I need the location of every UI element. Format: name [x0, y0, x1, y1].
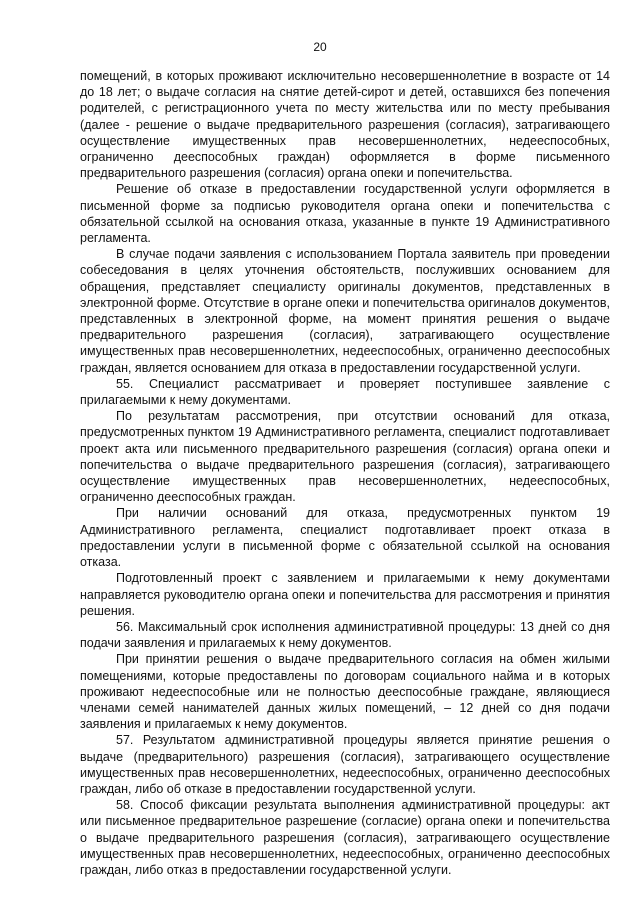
document-body	[80, 68, 610, 878]
page-number: 20	[313, 40, 327, 54]
paragraph-exchange-consent: При принятии решения о выдаче предварительного согласия на обмен жилыми помещениями, которые предоставлены по договорам социального найма и в которых проживают недееспособные или не полностью дееспособные граждане, являющиеся членами семей нанимателей данных жилых помещений, – 12 дней со дня подачи заявления и прилагаемых к нему документов.	[80, 652, 610, 732]
paragraph-item-58: 58. Способ фиксации результата выполнения административной процедуры: акт или письменное предварительное разрешение (согласие) органа опеки и попечительства о выдаче предварительного разрешения (согласия), затрагивающего осуществление имущественных прав несовершеннолетних, недееспособных, ограниченно дееспособных граждан, либо отказ в предоставлении государственной услуги.	[80, 798, 610, 877]
paragraph-portal-application: В случае подачи заявления с использованием Портала заявитель при проведении собеседования в целях уточнения обстоятельств, послуживших основанием для обращения, представляет специалисту оригиналы документов, представленных в электронной форме. Отсутствие в органе опеки и попечительства оригиналов документов, представленных в электронной форме, на момент принятия решения о выдаче предварительного разрешения (согласия), затрагивающего осуществление имущественных прав несовершеннолетних, недееспособных, ограниченно дееспособных граждан, является основанием для отказа в предоставлении государственной услуги.	[80, 247, 610, 375]
paragraph-prepared-draft: Подготовленный проект с заявлением и прилагаемыми к нему документами направляется руководителю органа опеки и попечительства для рассмотрения и принятия решения.	[80, 571, 610, 618]
paragraph-continuation: помещений, в которых проживают исключительно несовершеннолетние в возрасте от 14 до 18 лет; о выдаче согласия на снятие детей-сирот и детей, оставшихся без попечения родителей, с регистрационного учета по месту жительства или по месту пребывания (далее - решение о выдаче предварительного разрешения (согласия), затрагивающего осуществление имущественных прав несовершеннолетних, недееспособных, ограниченно дееспособных граждан) оформляется в форме письменного предварительного разрешения (согласия) органа опеки и попечительства.	[80, 69, 610, 181]
paragraph-item-55: 55. Специалист рассматривает и проверяет поступившее заявление с прилагаемыми к нему документами.	[80, 376, 610, 408]
paragraph-refusal-grounds: При наличии оснований для отказа, предусмотренных пунктом 19 Административного регламента, специалист подготавливает проект отказа в предоставлении услуги в письменной форме с обязательной ссылкой на основания отказа.	[80, 506, 610, 570]
paragraph-item-57: 57. Результатом административной процедуры является принятие решения о выдаче (предварительного) разрешения (согласия), затрагивающего осуществление имущественных прав несовершеннолетних, недееспособных, ограниченно дееспособных граждан, либо об отказе в предоставлении государственной услуги.	[80, 733, 610, 796]
paragraph-refusal-decision: Решение об отказе в предоставлении государственной услуги оформляется в письменной форме за подписью руководителя органа опеки и попечительства с обязательной ссылкой на основания отказа, указанные в пункте 19 Административного регламента.	[80, 182, 610, 246]
paragraph-item-56: 56. Максимальный срок исполнения административной процедуры: 13 дней со дня подачи заявления и прилагаемых к нему документов.	[80, 619, 610, 651]
paragraph-review-results: По результатам рассмотрения, при отсутствии оснований для отказа, предусмотренных пунктом 19 Административного регламента, специалист подготавливает проект акта или письменного предварительного разрешения (согласия) органа опеки и попечительства о выдаче предварительного разрешения (согласия), затрагивающего осуществление имущественных прав несовершеннолетних, недееспособных, ограниченно дееспособных граждан.	[80, 409, 610, 505]
